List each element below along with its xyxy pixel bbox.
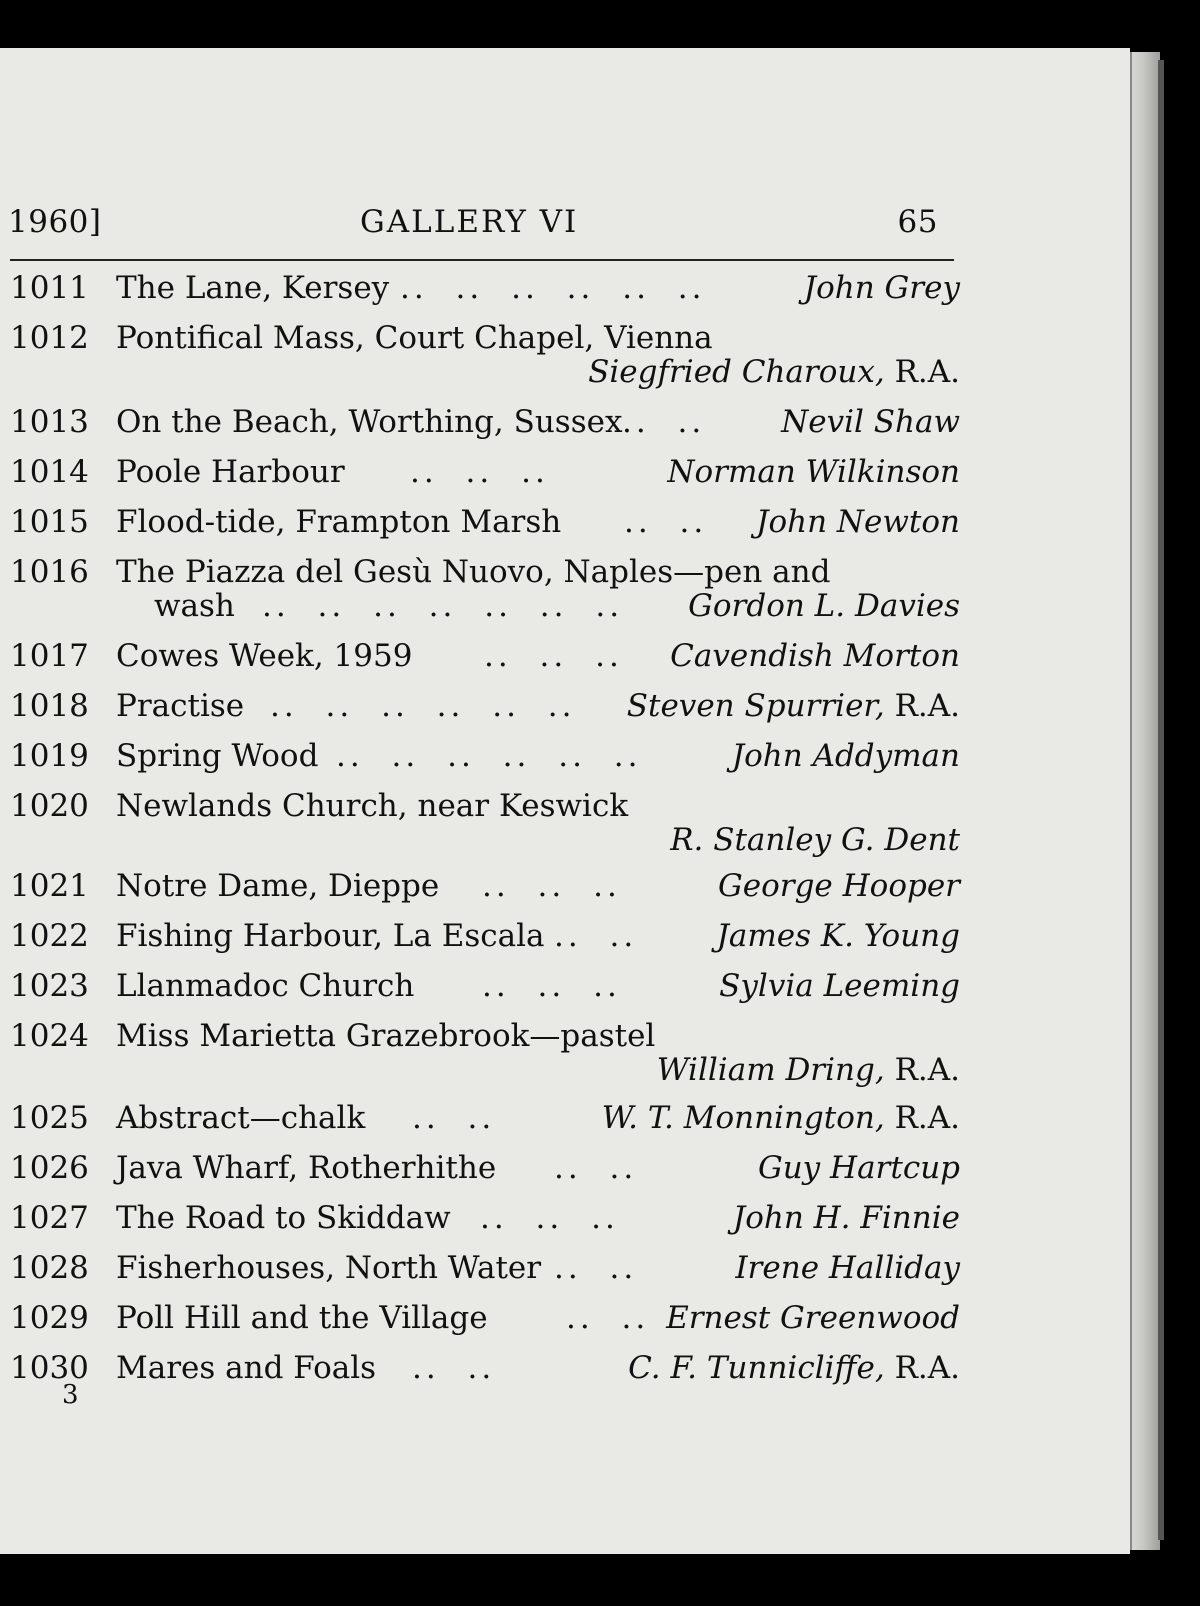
entry-artist: Norman Wilkinson <box>667 454 960 490</box>
entry-row <box>0 788 960 868</box>
entry-row <box>0 868 960 918</box>
header-year: 1960] <box>8 204 102 240</box>
academy-suffix: R.A. <box>894 1052 960 1088</box>
entry-artist: George Hooper <box>717 868 960 904</box>
leader-dots: .. .. <box>622 404 706 440</box>
entry-row <box>0 1018 960 1100</box>
artist-name: William Dring, <box>656 1052 885 1088</box>
entry-number: 1011 <box>10 270 89 306</box>
entry-row <box>0 1100 960 1150</box>
leader-dots: .. .. .. <box>482 968 621 1004</box>
entry-artist: Guy Hartcup <box>757 1150 960 1186</box>
entry-row <box>0 454 960 504</box>
entry-title: Llanmadoc Church <box>116 968 415 1004</box>
entry-artist <box>657 1052 960 1088</box>
entry-artist <box>628 1350 960 1386</box>
entry-number: 1029 <box>10 1300 89 1336</box>
entry-list <box>0 270 960 1400</box>
entry-number: 1024 <box>10 1018 89 1054</box>
entry-title: Fishing Harbour, La Escala <box>116 918 545 954</box>
entry-row <box>0 554 960 638</box>
entry-number: 1026 <box>10 1150 89 1186</box>
entry-title: The Road to Skiddaw <box>116 1200 451 1236</box>
leader-dots: .. .. .. <box>480 1200 619 1236</box>
entry-row <box>0 688 960 738</box>
entry-artist: Ernest Greenwood <box>666 1300 960 1336</box>
entry-title: Miss Marietta Grazebrook—pastel <box>116 1018 656 1054</box>
leader-dots: .. .. .. .. .. .. <box>400 270 706 306</box>
entry-number: 1019 <box>10 738 89 774</box>
entry-title: Pontifical Mass, Court Chapel, Vienna <box>116 320 713 356</box>
leader-dots: .. .. <box>566 1300 650 1336</box>
entry-artist: Nevil Shaw <box>781 404 960 440</box>
leader-dots: .. .. <box>412 1100 496 1136</box>
entry-artist <box>627 688 960 724</box>
entry-row <box>0 1350 960 1400</box>
entry-row <box>0 270 960 320</box>
artist-name: Siegfried Charoux, <box>588 354 885 390</box>
entry-artist: John Addyman <box>731 738 960 774</box>
entry-row <box>0 504 960 554</box>
leader-dots: .. .. <box>554 1250 638 1286</box>
entry-number: 1016 <box>10 554 89 590</box>
entry-artist: Gordon L. Davies <box>688 588 960 624</box>
header-rule <box>10 259 954 261</box>
entry-artist: John H. Finnie <box>732 1200 960 1236</box>
leader-dots: .. .. .. <box>482 868 621 904</box>
entry-title: Cowes Week, 1959 <box>116 638 413 674</box>
catalogue-page <box>0 48 1130 1554</box>
entry-number: 1027 <box>10 1200 89 1236</box>
entry-number: 1021 <box>10 868 89 904</box>
academy-suffix: R.A. <box>894 1100 960 1136</box>
entry-row <box>0 738 960 788</box>
entry-artist: R. Stanley G. Dent <box>670 822 960 858</box>
leader-dots: .. .. .. .. .. .. <box>336 738 642 774</box>
entry-number: 1023 <box>10 968 89 1004</box>
entry-row <box>0 1300 960 1350</box>
entry-artist: James K. Young <box>716 918 960 954</box>
page-edge-shadow <box>1158 60 1164 1540</box>
entry-artist: Cavendish Morton <box>670 638 960 674</box>
entry-number: 1020 <box>10 788 89 824</box>
leader-dots: .. .. .. <box>410 454 549 490</box>
entry-row <box>0 638 960 688</box>
entry-title: Abstract—chalk <box>116 1100 366 1136</box>
entry-artist: Sylvia Leeming <box>719 968 960 1004</box>
entry-number: 1022 <box>10 918 89 954</box>
signature-mark: 3 <box>62 1380 79 1410</box>
leader-dots: .. .. <box>624 504 708 540</box>
leader-dots: .. .. <box>554 918 638 954</box>
entry-title-continued: wash <box>154 588 235 624</box>
entry-title: On the Beach, Worthing, Sussex <box>116 404 623 440</box>
artist-name: W. T. Monnington, <box>601 1100 885 1136</box>
entry-title: Poll Hill and the Village <box>116 1300 488 1336</box>
entry-artist <box>602 1100 960 1136</box>
header-page-number: 65 <box>897 204 938 240</box>
artist-name: C. F. Tunnicliffe, <box>628 1350 885 1386</box>
entry-title: Notre Dame, Dieppe <box>116 868 440 904</box>
artist-name: Steven Spurrier, <box>626 688 885 724</box>
leader-dots: .. .. .. <box>484 638 623 674</box>
entry-number: 1012 <box>10 320 89 356</box>
entry-title: Flood-tide, Frampton Marsh <box>116 504 562 540</box>
entry-row <box>0 404 960 454</box>
entry-row <box>0 1200 960 1250</box>
running-header <box>8 204 938 244</box>
entry-title: Poole Harbour <box>116 454 345 490</box>
entry-row <box>0 968 960 1018</box>
entry-title: Java Wharf, Rotherhithe <box>116 1150 497 1186</box>
header-gallery-title: GALLERY VI <box>360 204 579 240</box>
entry-title: Spring Wood <box>116 738 319 774</box>
entry-row <box>0 1250 960 1300</box>
entry-number: 1015 <box>10 504 89 540</box>
entry-number: 1018 <box>10 688 89 724</box>
academy-suffix: R.A. <box>894 1350 960 1386</box>
leader-dots: .. .. .. .. .. .. .. <box>262 588 624 624</box>
entry-title: Newlands Church, near Keswick <box>116 788 629 824</box>
entry-number: 1025 <box>10 1100 89 1136</box>
entry-title: The Piazza del Gesù Nuovo, Naples—pen and <box>116 554 831 590</box>
entry-artist: Irene Halliday <box>735 1250 960 1286</box>
entry-title: The Lane, Kersey <box>116 270 390 306</box>
entry-title: Mares and Foals <box>116 1350 377 1386</box>
leader-dots: .. .. <box>412 1350 496 1386</box>
academy-suffix: R.A. <box>894 688 960 724</box>
entry-number: 1030 <box>10 1350 89 1386</box>
entry-number: 1013 <box>10 404 89 440</box>
entry-number: 1017 <box>10 638 89 674</box>
entry-row <box>0 1150 960 1200</box>
academy-suffix: R.A. <box>894 354 960 390</box>
entry-artist: John Newton <box>756 504 960 540</box>
entry-title: Fisherhouses, North Water <box>116 1250 542 1286</box>
leader-dots: .. .. .. .. .. .. <box>270 688 576 724</box>
entry-artist: John Grey <box>803 270 960 306</box>
entry-number: 1028 <box>10 1250 89 1286</box>
entry-number: 1014 <box>10 454 89 490</box>
entry-title: Practise <box>116 688 245 724</box>
page-edge <box>1130 52 1160 1550</box>
entry-row <box>0 918 960 968</box>
leader-dots: .. .. <box>554 1150 638 1186</box>
entry-artist <box>588 354 960 390</box>
entry-row <box>0 320 960 404</box>
